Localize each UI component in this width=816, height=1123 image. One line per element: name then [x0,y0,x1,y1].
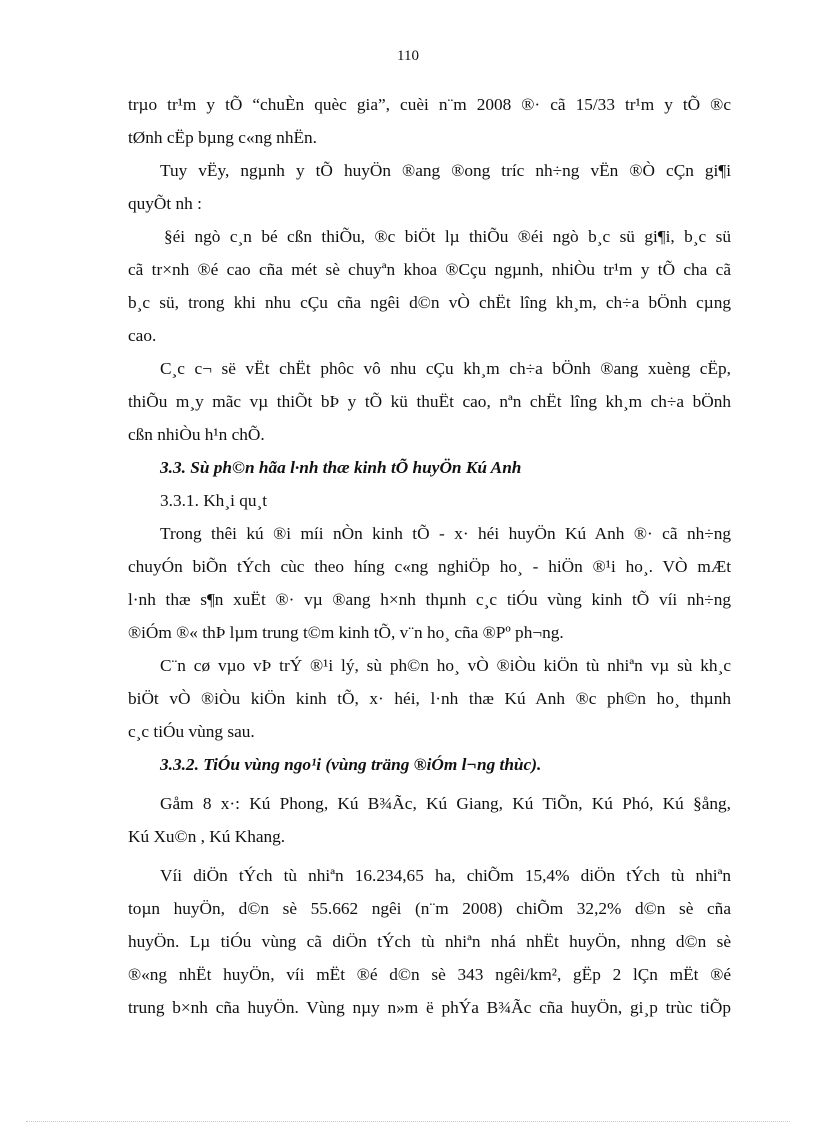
text-line: C¨n cø vµo vÞ trÝ ®¹i lý, sù ph©n ho¸ vÒ ®iÒu kiÖn tù nhiªn vµ sù kh¸c [160,656,731,675]
text-line: Kú Xu©n , Kú Khang. [128,827,286,846]
footer-divider [26,1121,790,1122]
text-line: b¸c sü, trong khi nhu cÇu cña ngêi d©n vÒ chËt lîng kh¸m, ch÷a bÖnh cµng [128,293,731,312]
text-line: chuyÓn biÕn tÝch cùc theo híng c«ng nghiÖp ho¸ - hiÖn ®¹i ho¸. VÒ mÆt [128,557,731,576]
text-line: toµn huyÖn, d©n sè 55.662 ngêi (n¨m 2008) chiÕm 32,2% d©n sè cña [128,899,731,918]
page-number: 110 [397,48,419,64]
text-line: trµo tr¹m y tÕ “chuÈn quèc gia”, cuèi n¨m 2008 ®· cã 15/33 tr¹m y tÕ ®c [128,95,731,114]
text-line: thiÕu m¸y mãc vµ thiÕt bÞ y tÕ kü thuËt cao, nªn chËt lîng kh¸m ch÷a bÖnh [128,392,731,411]
text-line: Tuy vËy, ngµnh y tÕ huyÖn ®ang ®ong tríc nh÷ng vËn ®Ò cÇn gi¶i [160,161,731,180]
text-line: quyÕt nh : [128,194,202,213]
text-line: trung b×nh cña huyÖn. Vùng nµy n»m ë phÝa B¾Ãc cña huyÖn, gi¸p trùc tiÕp [128,998,731,1017]
text-line: biÖt vÒ ®iÒu kiÖn kinh tÕ, x· héi, l·nh thæ Kú Anh ®c ph©n ho¸ thµnh [128,689,731,708]
text-line: l·nh thæ s¶n xuËt ®· vµ ®ang h×nh thµnh c¸c tiÓu vùng kinh tÕ víi nh÷ng [128,590,731,609]
text-line: huyÖn. Lµ tiÓu vùng cã diÖn tÝch tù nhiªn nhá nhËt huyÖn, nhng d©n sè [128,932,731,951]
text-line: cao. [128,326,157,345]
subsection-heading: 3.3.1. Kh¸i qu¸t [160,491,268,510]
text-line: cã tr×nh ®é cao cña mét sè chuyªn khoa ®Cçu ngµnh, nhiÒu tr¹m y tÕ cha cã [128,260,731,279]
text-line: Gåm 8 x·: Kú Phong, Kú B¾Ãc, Kú Giang, Kú TiÕn, Kú Phó, Kú §ång, [160,794,731,813]
text-line: C¸c c¬ së vËt chËt phôc vô nhu cÇu kh¸m ch÷a bÖnh ®ang xuèng cËp, [160,359,731,378]
text-line: ®«ng nhËt huyÖn, víi mËt ®é d©n sè 343 ngêi/km², gËp 2 lÇn mËt ®é [128,965,731,984]
text-line: cßn nhiÒu h¹n chÕ. [128,425,265,444]
text-line: ®iÓm ®« thÞ lµm trung t©m kinh tÕ, v¨n ho¸ cña ®Pº ph¬ng. [128,623,564,642]
subsection-heading: 3.3.2. TiÓu vùng ngo¹i (vùng träng ®iÓm l¬ng thùc). [160,755,542,774]
text-line: Víi diÖn tÝch tù nhiªn 16.234,65 ha, chiÕm 15,4% diÖn tÝch tù nhiªn [160,866,731,885]
text-line: Trong thêi kú ®i míi nÒn kinh tÕ - x· héi huyÖn Kú Anh ®· cã nh÷ng [160,524,731,543]
page-body [128,88,731,1024]
text-line: tØnh cËp bµng c«ng nhËn. [128,128,317,147]
text-line: §éi ngò c¸n bé cßn thiÕu, ®c biÖt lµ thiÕu ®éi ngò b¸c sü gi¶i, b¸c sü [164,227,731,246]
text-line: c¸c tiÓu vùng sau. [128,722,255,741]
section-heading: 3.3. Sù ph©n hãa l·nh thæ kinh tÕ huyÖn Kú Anh [160,458,522,477]
